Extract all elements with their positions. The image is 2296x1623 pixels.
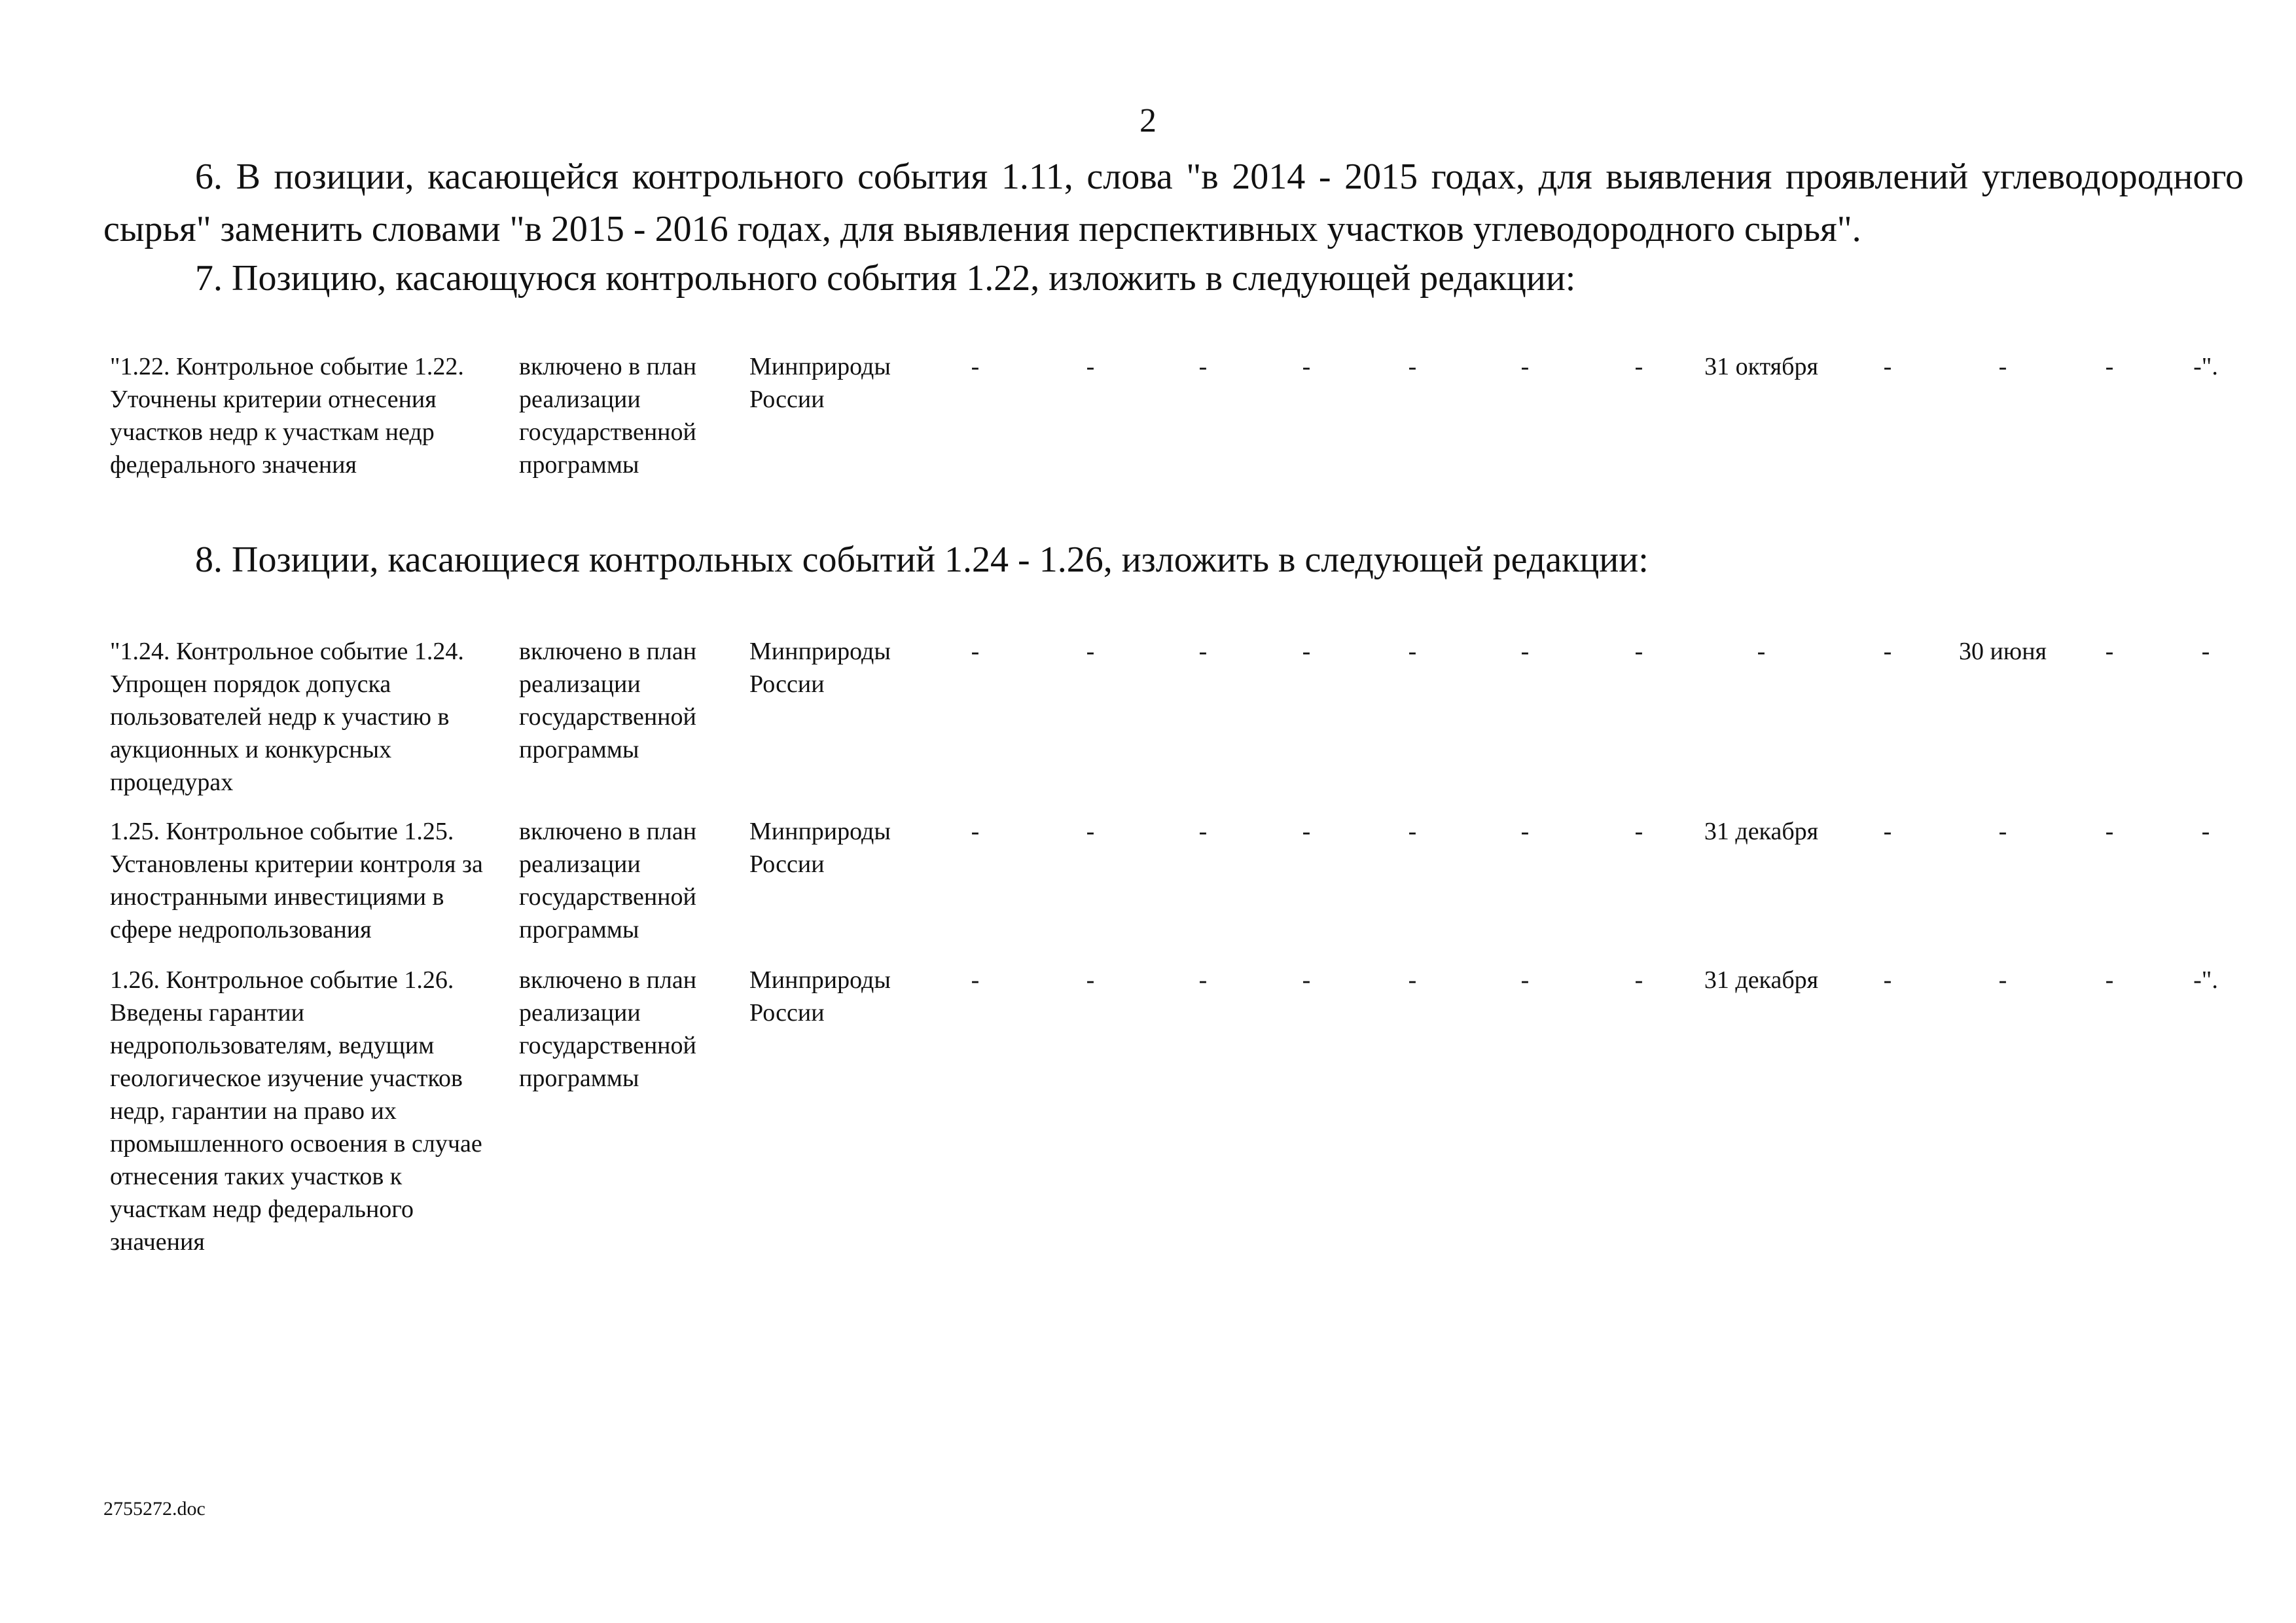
month-cell: - (1520, 353, 1530, 380)
month-cell: - (1757, 638, 1766, 665)
month-cell: - (971, 818, 980, 845)
month-cell: - (2105, 818, 2114, 845)
month-cell: - (1408, 638, 1417, 665)
month-cell: - (1883, 638, 1892, 665)
month-cell: - (1634, 353, 1643, 380)
month-cell: - (1998, 966, 2007, 994)
event-name-cell: "1.24. Контрольное событие 1.24. Упрощен порядок допуска пользователей недр к участию в аукционных и конкурсных процедурах (110, 638, 464, 796)
month-cell: - (1883, 353, 1892, 380)
month-cell: 30 июня (1958, 638, 2047, 665)
month-cell: - (1998, 353, 2007, 380)
month-cell: - (1198, 353, 1208, 380)
paragraph-8: 8. Позиции, касающиеся контрольных событий 1.24 - 1.26, изложить в следующей редакции: (195, 539, 1649, 580)
event-status-cell: включено в план реализации государственной программы (519, 818, 697, 943)
month-cell: 31 октября (1704, 353, 1818, 380)
month-cell: - (2105, 638, 2114, 665)
month-cell: - (1302, 966, 1311, 994)
month-cell: - (1408, 966, 1417, 994)
month-cell: - (1634, 818, 1643, 845)
event-name-cell: "1.22. Контрольное событие 1.22. Уточнены критерии отнесения участков недр к участкам недр федерального значения (110, 353, 464, 479)
month-cell: - (1634, 638, 1643, 665)
month-cell: - (1408, 818, 1417, 845)
month-cell: - (1086, 638, 1095, 665)
month-cell: - (2201, 638, 2210, 665)
page-number: 2 (1139, 102, 1157, 139)
event-status-cell: включено в план реализации государственной программы (519, 966, 697, 1092)
month-cell: - (971, 966, 980, 994)
month-cell: -". (2193, 966, 2218, 994)
month-cell: - (1998, 818, 2007, 845)
event-status-cell: включено в план реализации государственной программы (519, 353, 697, 479)
month-cell: - (1198, 638, 1208, 665)
month-cell: - (1520, 966, 1530, 994)
paragraph-7: 7. Позицию, касающуюся контрольного события 1.22, изложить в следующей редакции: (195, 258, 1576, 299)
month-cell: - (1198, 818, 1208, 845)
month-cell: - (1302, 818, 1311, 845)
responsible-cell: Минприроды России (749, 818, 891, 878)
month-cell: - (1408, 353, 1417, 380)
document-code: 2755272.doc (103, 1498, 206, 1520)
month-cell: - (1883, 966, 1892, 994)
month-cell: 31 декабря (1704, 818, 1819, 845)
responsible-cell: Минприроды России (749, 638, 891, 698)
month-cell: - (1634, 966, 1643, 994)
month-cell: - (971, 353, 980, 380)
month-cell: 31 декабря (1704, 966, 1819, 994)
month-cell: -". (2193, 353, 2218, 380)
month-cell: - (2201, 818, 2210, 845)
month-cell: - (1302, 638, 1311, 665)
month-cell: - (1086, 966, 1095, 994)
month-cell: - (971, 638, 980, 665)
event-status-cell: включено в план реализации государственной программы (519, 638, 697, 763)
month-cell: - (1520, 818, 1530, 845)
month-cell: - (1302, 353, 1311, 380)
month-cell: - (1520, 638, 1530, 665)
month-cell: - (1086, 353, 1095, 380)
month-cell: - (1086, 818, 1095, 845)
month-cell: - (1883, 818, 1892, 845)
month-cell: - (2105, 966, 2114, 994)
paragraph-6: 6. В позиции, касающейся контрольного события 1.11, слова "в 2014 - 2015 годах, для выявления проявлений углеводородного сырья" заменить словами "в 2015 - 2016 годах, для выявления перспективных участков углеводородного сырья". (103, 156, 2244, 249)
month-cell: - (2105, 353, 2114, 380)
month-cell: - (1198, 966, 1208, 994)
event-name-cell: 1.26. Контрольное событие 1.26. Введены гарантии недропользователям, ведущим геологическое изучение участков недр, гарантии на право их промышленного освоения в случае отнесения таких участков к участкам недр федерального значения (110, 966, 482, 1256)
responsible-cell: Минприроды России (749, 966, 891, 1027)
responsible-cell: Минприроды России (749, 353, 891, 413)
event-name-cell: 1.25. Контрольное событие 1.25. Установлены критерии контроля за иностранными инвестициями в сфере недропользования (110, 818, 483, 943)
